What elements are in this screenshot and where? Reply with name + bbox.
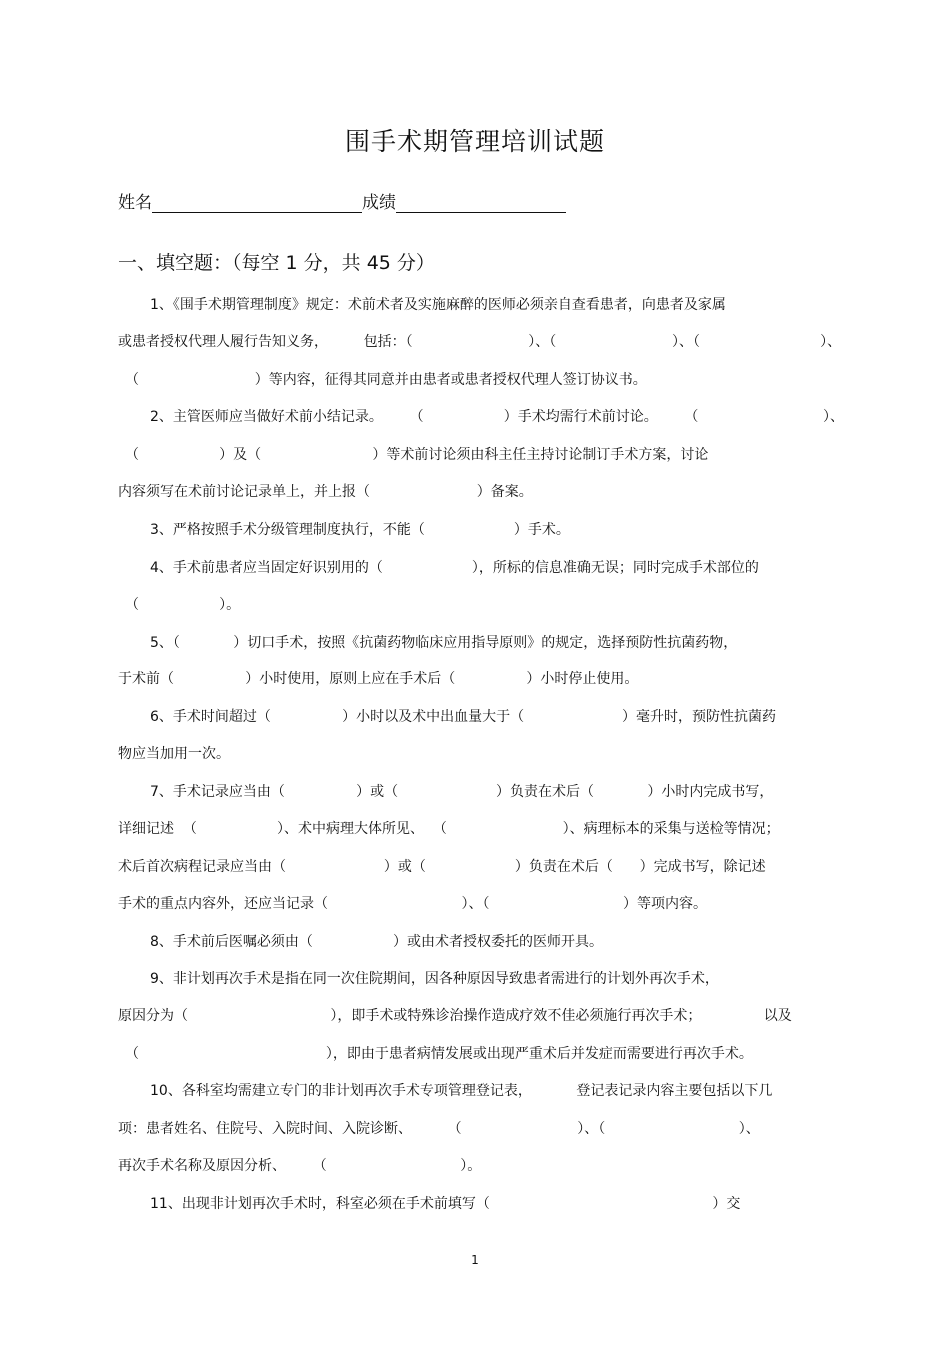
score-field[interactable]: [396, 194, 566, 213]
question-line: 于术前（ ）小时使用，原则上应在手术后（ ）小时停止使用。: [118, 671, 639, 687]
question-line: 2、主管医师应当做好术前小结记录。 （ ）手术均需行术前讨论。 （ ）、: [150, 409, 845, 425]
page-number: 1: [471, 1253, 479, 1267]
question-line: 9、非计划再次手术是指在同一次住院期间，因各种原因导致患者需进行的计划外再次手术，: [150, 971, 719, 987]
question-line: 3、严格按照手术分级管理制度执行，不能（ ）手术。: [150, 522, 570, 538]
question-line: （ ）及（ ）等术前讨论须由科主任主持讨论制订手术方案，讨论: [125, 447, 709, 463]
question-line: 1、《围手术期管理制度》规定：术前术者及实施麻醉的医师必须亲自查看患者，向患者及家属: [150, 297, 726, 313]
question-line: 5、（ ）切口手术，按照《抗菌药物临床应用指导原则》的规定，选择预防性抗菌药物，: [150, 635, 738, 651]
name-field[interactable]: [152, 194, 362, 213]
question-line: （ ），即由于患者病情发展或出现严重术后并发症而需要进行再次手术。: [125, 1046, 753, 1062]
question-line: （ ）。: [125, 597, 241, 613]
question-line: 再次手术名称及原因分析、 （ ）。: [118, 1158, 482, 1174]
page-title: 围手术期管理培训试题: [344, 127, 605, 156]
section-heading: 一、填空题：（每空 1 分，共 45 分）: [118, 252, 435, 274]
question-line: 11、出现非计划再次手术时，科室必须在手术前填写（ ）交: [150, 1196, 741, 1212]
question-line: 10、各科室均需建立专门的非计划再次手术专项管理登记表， 登记表记录内容主要包括以下几: [150, 1083, 773, 1099]
question-line: 内容须写在术前讨论记录单上，并上报（ ）备案。: [118, 484, 533, 500]
question-line: 手术的重点内容外，还应当记录（ ）、（ ）等项内容。: [118, 896, 708, 912]
question-line: 4、手术前患者应当固定好识别用的（ ），所标的信息准确无误；同时完成手术部位的: [150, 560, 759, 576]
question-line: 项：患者姓名、住院号、入院时间、入院诊断、 （ ）、（ ）、: [118, 1121, 760, 1137]
score-label: 成绩: [362, 193, 396, 213]
question-line: 7、手术记录应当由（ ）或（ ）负责在术后（ ）小时内完成书写，: [150, 784, 774, 800]
question-line: 术后首次病程记录应当由（ ）或（ ）负责在术后（ ）完成书写，除记述: [118, 859, 766, 875]
question-line: 6、手术时间超过（ ）小时以及术中出血量大于（ ）毫升时，预防性抗菌药: [150, 709, 777, 725]
question-line: 原因分为（ ），即手术或特殊诊治操作造成疗效不佳必须施行再次手术； 以及: [118, 1008, 792, 1024]
question-line: （ ）等内容，征得其同意并由患者或患者授权代理人签订协议书。: [125, 372, 647, 388]
question-line: 详细记述 （ ）、术中病理大体所见、 （ ）、病理标本的采集与送检等情况；: [118, 821, 780, 837]
question-line: 或患者授权代理人履行告知义务， 包括：（ ）、（ ）、（ ）、: [118, 334, 842, 350]
name-label: 姓名: [118, 193, 152, 213]
question-line: 8、手术前后医嘱必须由（ ）或由术者授权委托的医师开具。: [150, 934, 604, 950]
question-line: 物应当加用一次。: [118, 746, 230, 762]
name-score-line: [118, 188, 566, 213]
